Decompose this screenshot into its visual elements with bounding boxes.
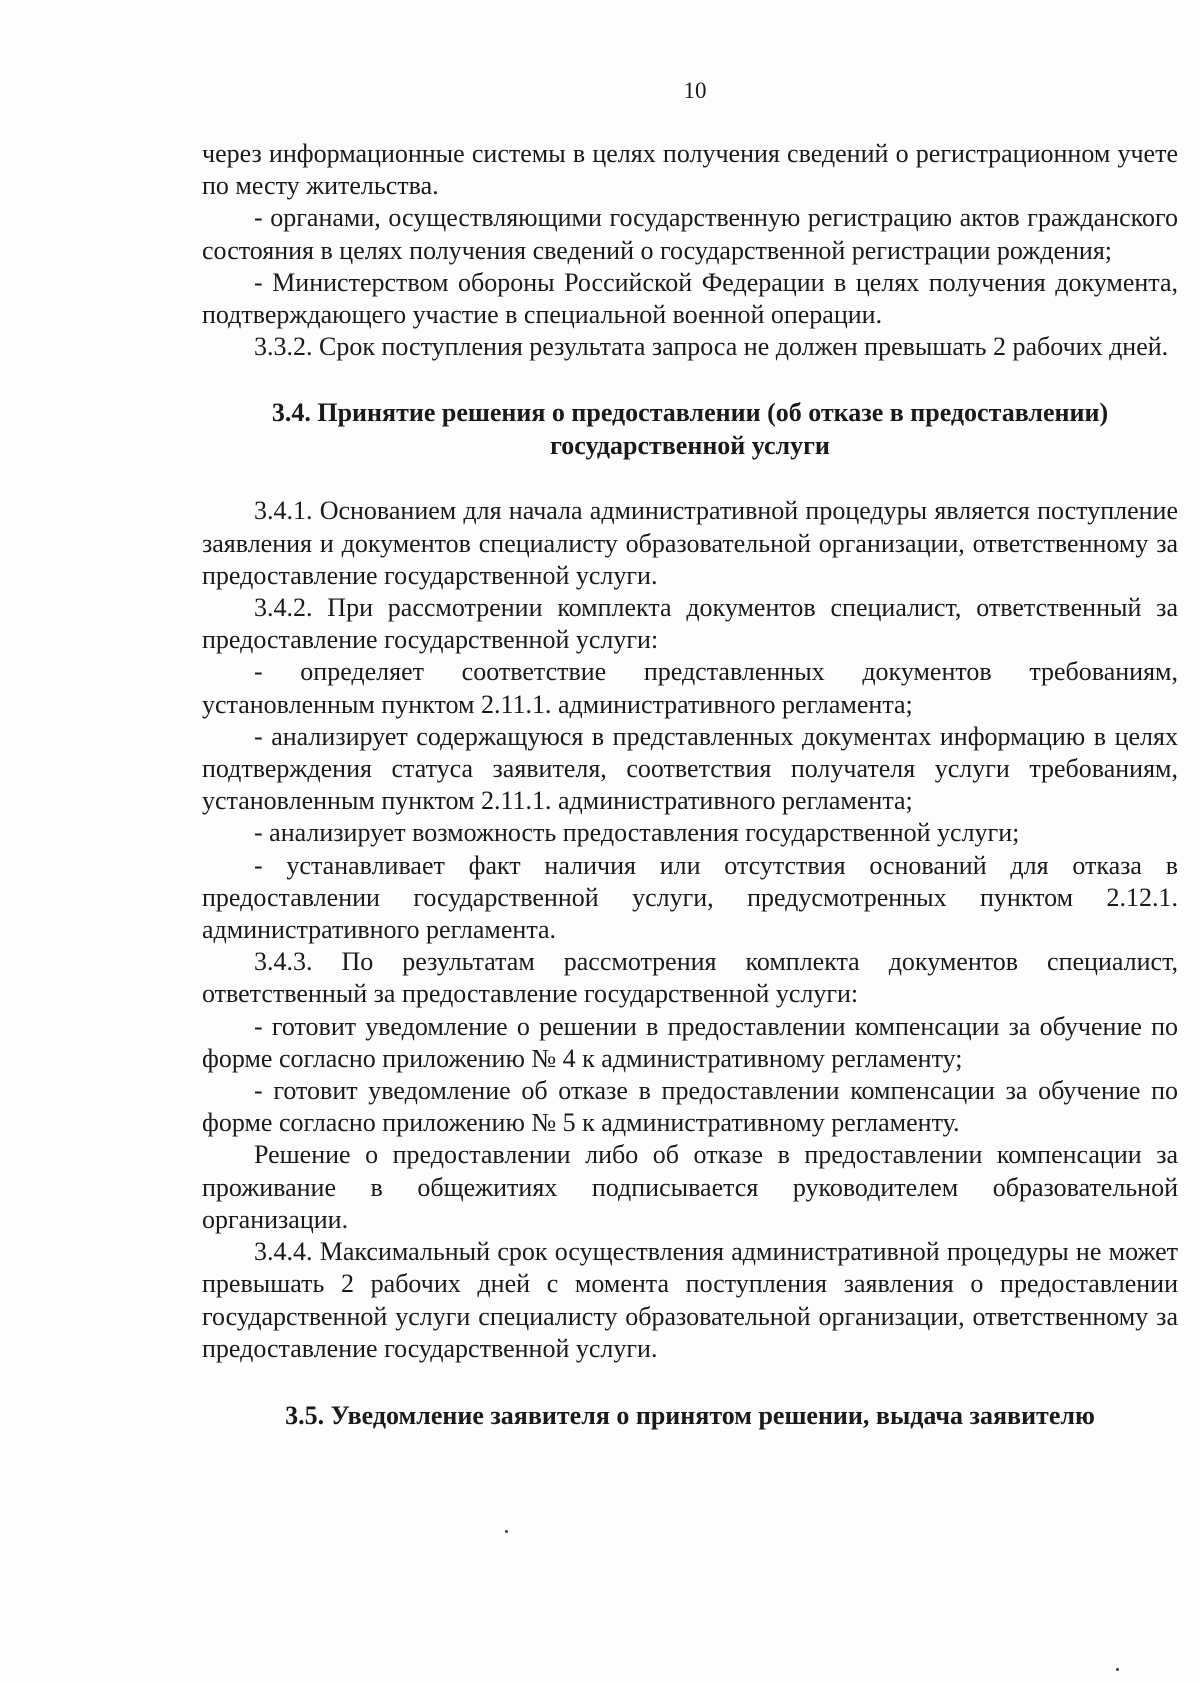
- list-item-analyzes-information: - анализирует содержащуюся в представленных документах информацию в целях подтверждения статуса заявителя, соответствия получателя услуги требованиям, установленным пунктом 2.11.1. административного регламента;: [202, 721, 1178, 816]
- section-heading-3-4: [202, 396, 1178, 462]
- list-item-determines-compliance: - определяет соответствие представленных документов требованиям, установленным пунктом 2.11.1. административного регламента;: [202, 657, 1178, 719]
- paragraph-3-4-3: 3.4.3. По результатам рассмотрения комплекта документов специалист, ответственный за предоставление государственной услуги:: [202, 947, 1178, 1009]
- section-heading-3-4-line2: государственной услуги: [550, 431, 830, 461]
- paragraph-3-4-2: 3.4.2. При рассмотрении комплекта документов специалист, ответственный за предоставление государственной услуги:: [202, 593, 1178, 655]
- list-item-prepares-approval-notice: - готовит уведомление о решении в предоставлении компенсации за обучение по форме согласно приложению № 4 к административному регламенту;: [202, 1011, 1178, 1073]
- paragraph-continuation: через информационные системы в целях получения сведений о регистрационном учете по месту жительства.: [202, 139, 1178, 201]
- document-body: [202, 138, 1178, 1432]
- section-heading-3-5-line1: 3.5. Уведомление заявителя о принятом решении, выдача заявителю: [285, 1400, 1095, 1430]
- list-item-establishes-grounds: - устанавливает факт наличия или отсутствия оснований для отказа в предоставлении государственной услуги, предусмотренных пунктом 2.12.1. административного регламента.: [202, 850, 1178, 945]
- list-item-analyzes-possibility: - анализирует возможность предоставления государственной услуги;: [254, 818, 1020, 848]
- section-heading-3-4-line1: 3.4. Принятие решения о предоставлении (об отказе в предоставлении): [271, 398, 1109, 428]
- list-item-prepares-refusal-notice: - готовит уведомление об отказе в предоставлении компенсации за обучение по форме согласно приложению № 5 к административному регламенту.: [202, 1076, 1178, 1138]
- paragraph-3-4-4: 3.4.4. Максимальный срок осуществления административной процедуры не может превышать 2 рабочих дней с момента поступления заявления о предоставлении государственной услуги специалисту образовательной организации, ответственному за предоставление государственной услуги.: [202, 1237, 1178, 1363]
- paragraph-decision-signing: Решение о предоставлении либо об отказе в предоставлении компенсации за проживание в общежитиях подписывается руководителем образовательной организации.: [202, 1140, 1178, 1234]
- list-item-ministry-of-defence: - Министерством обороны Российской Федерации в целях получения документа, подтверждающего участие в специальной военной операции.: [202, 267, 1178, 330]
- scan-speck: [505, 1530, 508, 1533]
- paragraph-3-4-1: 3.4.1. Основанием для начала административной процедуры является поступление заявления и документов специалисту образовательной организации, ответственному за предоставление государственной услуги.: [202, 496, 1178, 590]
- scan-speck: [1116, 1668, 1119, 1671]
- paragraph-3-3-2: 3.3.2. Срок поступления результата запроса не должен превышать 2 рабочих дней.: [254, 332, 1169, 362]
- list-item-civil-registry: - органами, осуществляющими государственную регистрацию актов гражданского состояния в целях получения сведений о государственной регистрации рождения;: [202, 203, 1178, 265]
- page-number: 10: [683, 78, 707, 103]
- section-heading-3-5: [202, 1399, 1178, 1432]
